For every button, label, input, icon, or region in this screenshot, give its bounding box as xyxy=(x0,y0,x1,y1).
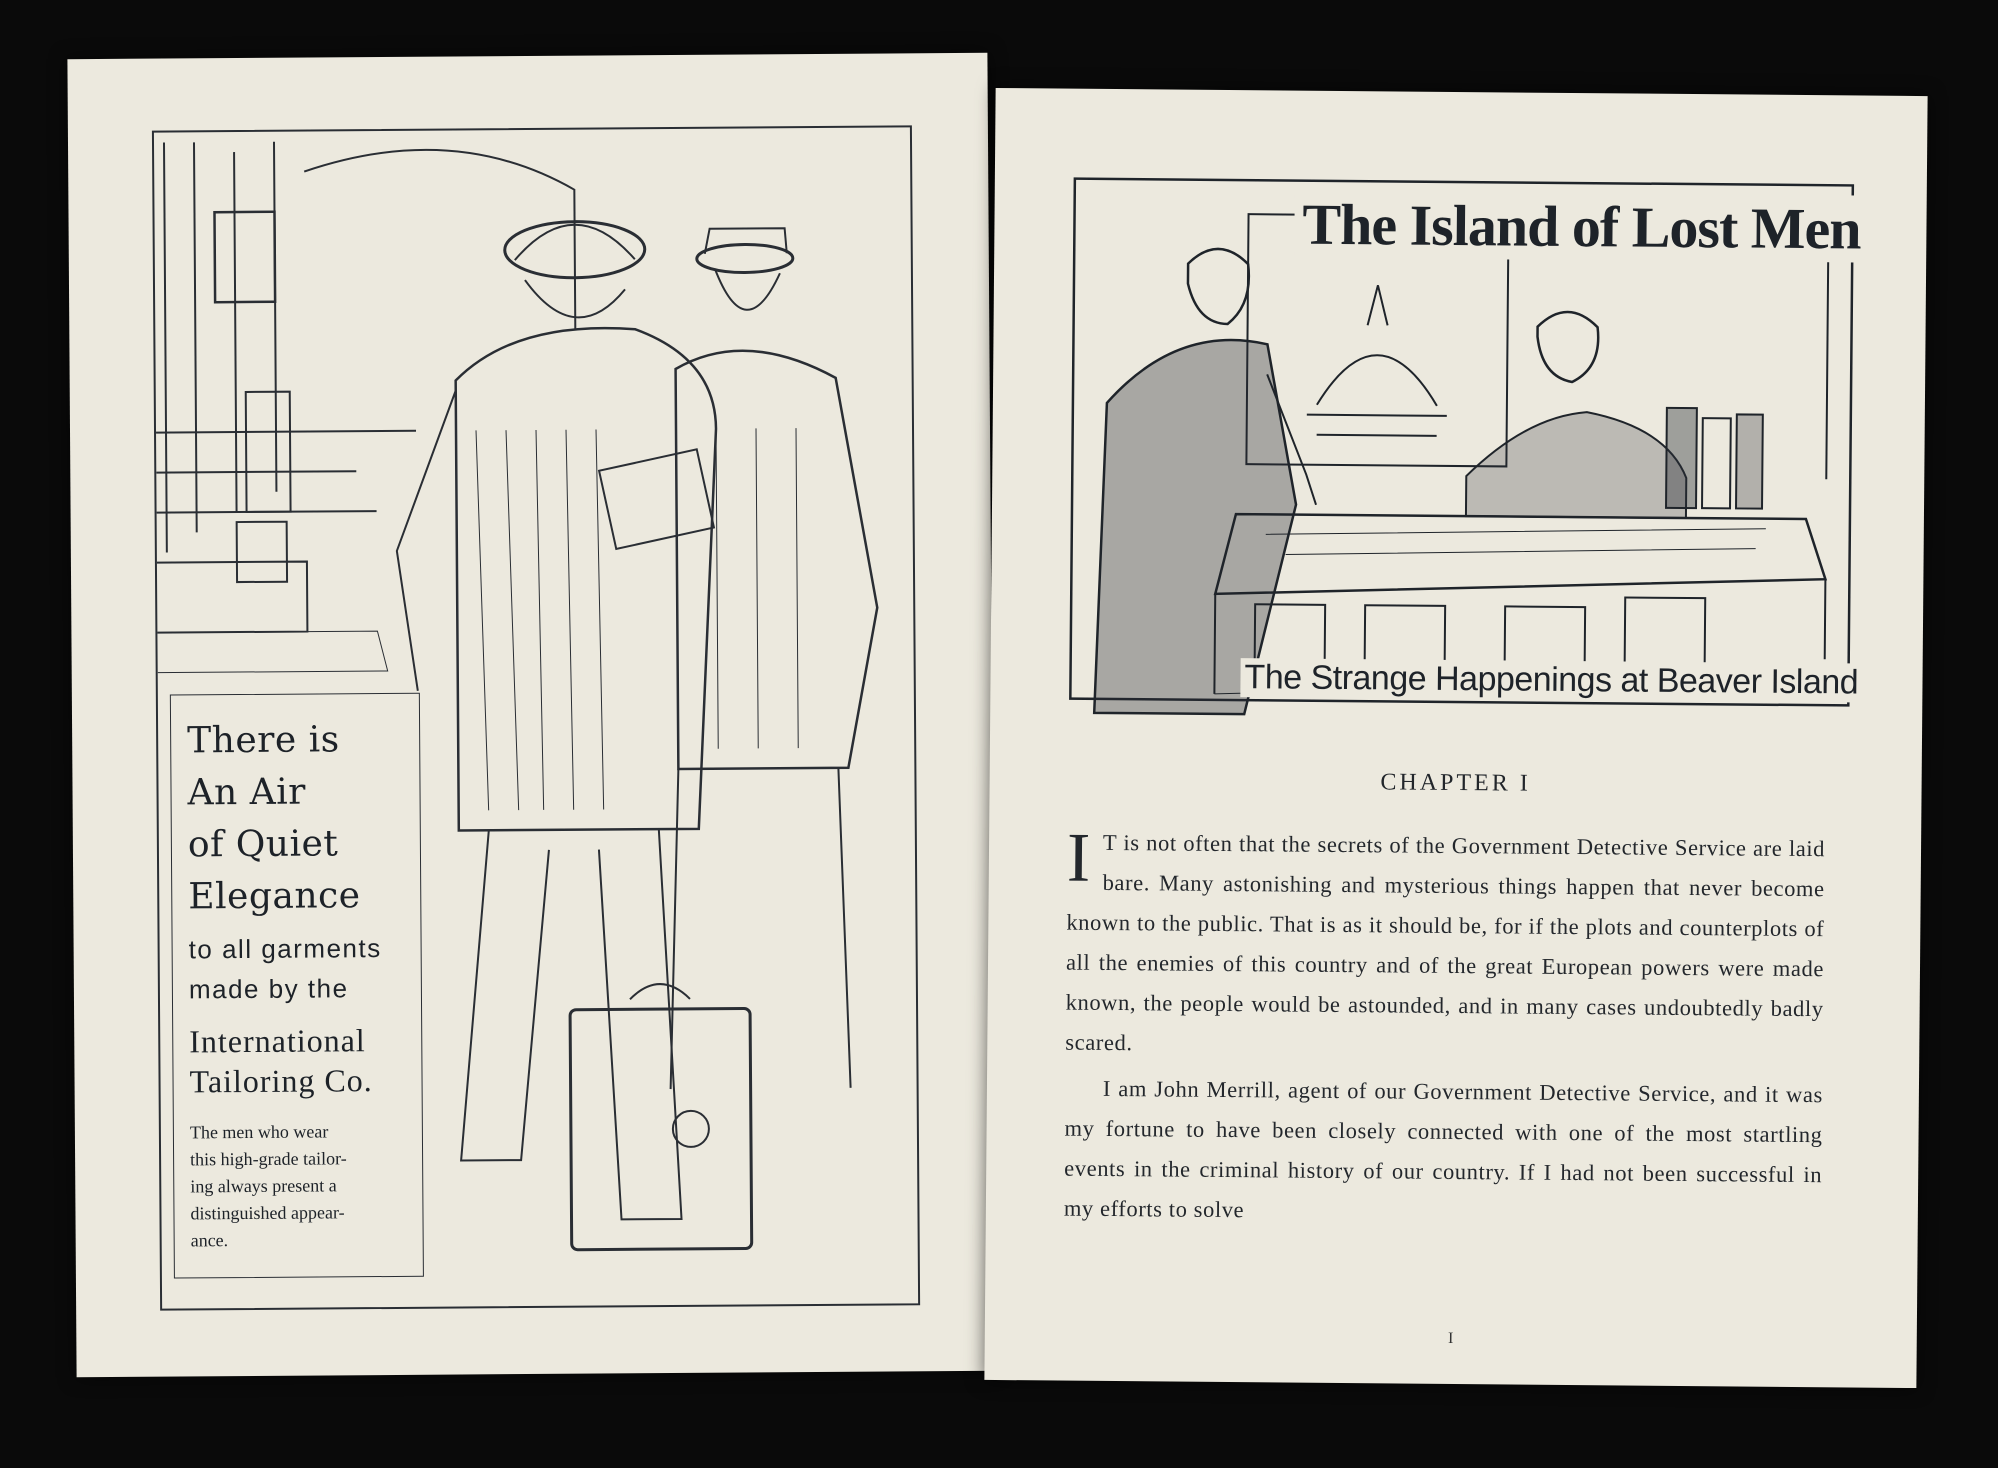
ad-subline: to all garments made by the xyxy=(188,933,382,1005)
ad-small-text: The men who wear this high-grade tailor- ing always present a distinguished appear- ance. xyxy=(189,1121,347,1251)
paragraph-1 xyxy=(1065,819,1826,1070)
ad-company-name: International Tailoring Co. xyxy=(189,1022,373,1100)
story-subtitle: The Strange Happenings at Beaver Island xyxy=(1240,658,1862,702)
ad-headline: There is An Air of Quiet Elegance xyxy=(187,719,361,918)
story-body xyxy=(1063,819,1826,1236)
advertisement-frame xyxy=(152,125,920,1310)
paragraph-2: I am John Merrill, agent of our Government Detective Service, and it was my fortune to have been closely connected with one of the most startling events in the criminal history of our country. If I had not been successful in my efforts to solve xyxy=(1063,1075,1824,1223)
advertisement-text-box xyxy=(170,693,424,1279)
page-number: I xyxy=(1448,1329,1454,1347)
right-page xyxy=(984,88,1927,1388)
left-page xyxy=(67,53,996,1377)
chapter-heading: CHAPTER I xyxy=(1380,769,1531,797)
paragraph-1-text: T is not often that the secrets of the Government Detective Service are laid bare. Many astonishing and mysterious things happen that never become known to the public. That is as it should be, for if the plots and counterplots of all the enemies of this country and of the great European powers were made known, the people would be astounded, and in many cases undoubtedly badly scared. xyxy=(1065,829,1826,1056)
story-title: The Island of Lost Men xyxy=(1294,191,1869,263)
drop-cap: I xyxy=(1066,819,1092,897)
